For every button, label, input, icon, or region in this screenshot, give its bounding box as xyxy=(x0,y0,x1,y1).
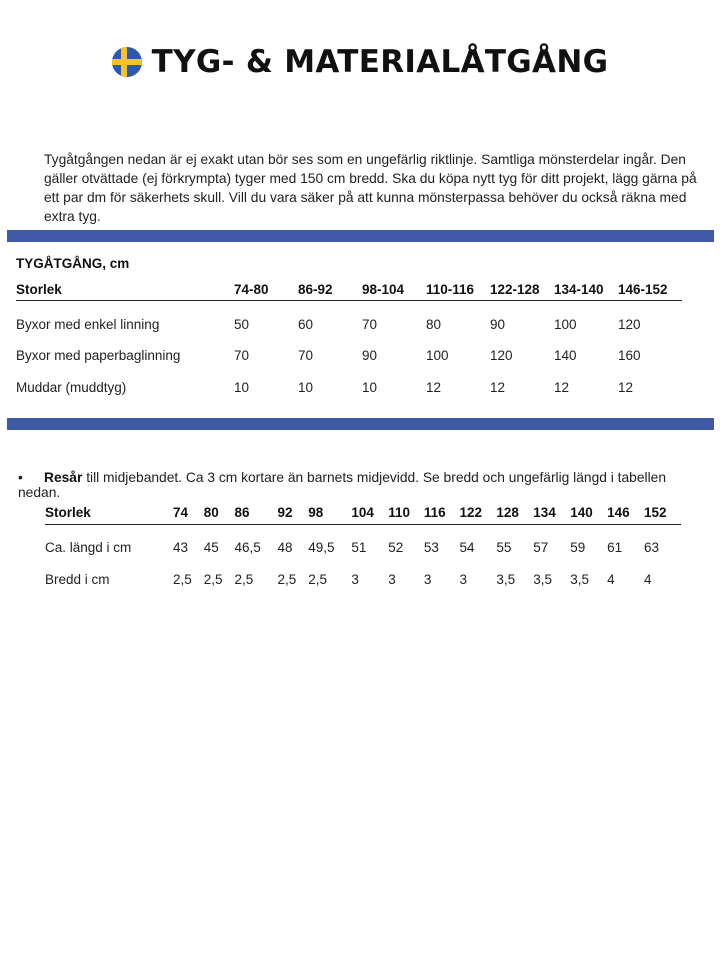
table-cell: 2,5 xyxy=(234,571,254,587)
table-cell: 53 xyxy=(423,539,439,555)
elastic-table xyxy=(45,500,681,595)
table-cell: 3,5 xyxy=(496,571,516,587)
table-cell: 10 xyxy=(234,379,250,395)
table-cell: 46,5 xyxy=(234,539,261,555)
fabric-table xyxy=(16,278,682,403)
table-header-cell: 134-140 xyxy=(554,278,618,301)
table-cell: 61 xyxy=(607,539,623,555)
table-row xyxy=(16,301,682,340)
table-cell: 12 xyxy=(618,379,634,395)
table-cell: 52 xyxy=(388,539,404,555)
table-cell: 12 xyxy=(426,379,442,395)
table-header-cell: 110 xyxy=(388,500,424,525)
table-header-cell: 140 xyxy=(570,500,607,525)
table-cell: Byxor med enkel linning xyxy=(16,316,160,332)
table-header-cell: 98 xyxy=(308,500,351,525)
table-cell: 54 xyxy=(459,539,475,555)
table-cell: 70 xyxy=(298,347,314,363)
table-header-cell: 152 xyxy=(644,500,681,525)
elastic-label: Resår xyxy=(44,470,83,485)
table-cell: 160 xyxy=(618,347,641,363)
page-title: TYG- & MATERIALÅTGÅNG xyxy=(151,44,609,80)
table-header-cell: Storlek xyxy=(45,500,173,525)
table-cell: 120 xyxy=(618,316,641,332)
table-header-cell: 92 xyxy=(278,500,309,525)
table-header-cell: 110-116 xyxy=(426,278,490,301)
table-cell: 2,5 xyxy=(277,571,297,587)
table-cell: 90 xyxy=(362,347,378,363)
table-header-cell: 146 xyxy=(607,500,644,525)
table-cell: 55 xyxy=(496,539,512,555)
table-cell: 120 xyxy=(490,347,513,363)
table-header-cell: 98-104 xyxy=(362,278,426,301)
table-cell: 100 xyxy=(426,347,449,363)
table-cell: 4 xyxy=(643,571,652,587)
table-cell: 3,5 xyxy=(570,571,589,587)
table-header-cell: 74 xyxy=(173,500,204,525)
table-cell: 10 xyxy=(362,379,378,395)
table-cell: 2,5 xyxy=(308,571,328,587)
table-cell: 2,5 xyxy=(203,571,223,587)
table-row xyxy=(45,525,681,564)
table-cell: 10 xyxy=(298,379,314,395)
table-cell: 57 xyxy=(533,539,549,555)
table-cell: 12 xyxy=(490,379,506,395)
table-cell: 45 xyxy=(203,539,219,555)
table-cell: 51 xyxy=(351,539,367,555)
table-header-cell: 146-152 xyxy=(618,278,682,301)
table-header-cell: Storlek xyxy=(16,278,234,301)
table-header-row xyxy=(16,278,682,301)
table-cell: 3 xyxy=(351,571,359,587)
table-cell: 90 xyxy=(490,316,506,332)
table-cell: 12 xyxy=(554,379,570,395)
table-header-row xyxy=(45,500,681,525)
table-cell: 49,5 xyxy=(308,539,335,555)
table-cell: 2,5 xyxy=(173,571,192,587)
intro-paragraph: Tygåtgången nedan är ej exakt utan bör ses som en ungefärlig riktlinje. Samtliga mönsterdelar ingår. Den gäller otvättade (ej förkrympta) tyger med 150 cm bredd. Ska du köpa nytt tyg för ditt projekt, lägg gärna på ett par dm för säkerhets skull. Vill du vara säker på att kunna mönsterpassa behöver du också räkna med extra tyg. xyxy=(44,152,697,224)
table-row xyxy=(45,563,681,595)
table-header-cell: 122-128 xyxy=(490,278,554,301)
table-cell: Ca. längd i cm xyxy=(45,539,132,555)
table-cell: 3 xyxy=(388,571,396,587)
table-cell: 140 xyxy=(554,347,577,363)
table-cell: 4 xyxy=(607,571,615,587)
table-cell: 63 xyxy=(643,539,659,555)
table-header-cell: 104 xyxy=(351,500,388,525)
table-header-cell: 122 xyxy=(460,500,497,525)
table-cell: 70 xyxy=(362,316,378,332)
table-cell: Bredd i cm xyxy=(45,571,110,587)
table-cell: 100 xyxy=(554,316,577,332)
swedish-flag-icon xyxy=(112,47,142,77)
table-cell: 50 xyxy=(234,316,250,332)
table-cell: 80 xyxy=(426,316,442,332)
table-cell: 3 xyxy=(423,571,432,587)
table-cell: Muddar (muddtyg) xyxy=(16,379,127,395)
table-cell: 60 xyxy=(298,316,314,332)
table-header-cell: 80 xyxy=(204,500,235,525)
table-header-cell: 74-80 xyxy=(234,278,298,301)
elastic-note xyxy=(18,470,708,500)
fabric-table-caption: TYGÅTGÅNG, cm xyxy=(16,256,130,271)
table-header-cell: 86 xyxy=(235,500,278,525)
elastic-text: till midjebandet. Ca 3 cm kortare än barnets midjevidd. Se bredd och ungefärlig längd i tabellen nedan. xyxy=(18,470,666,500)
divider-band-bottom xyxy=(7,418,714,430)
table-cell: 48 xyxy=(277,539,293,555)
table-cell: 3 xyxy=(459,571,468,587)
table-cell: 59 xyxy=(570,539,586,555)
table-cell: 70 xyxy=(234,347,250,363)
table-row xyxy=(16,371,682,403)
bullet-icon: • xyxy=(18,470,23,485)
table-cell: Byxor med paperbaglinning xyxy=(16,347,181,363)
table-header-cell: 86-92 xyxy=(298,278,362,301)
table-header-cell: 128 xyxy=(496,500,533,525)
table-row xyxy=(16,339,682,371)
table-cell: 43 xyxy=(173,539,189,555)
table-cell: 3,5 xyxy=(533,571,553,587)
page-header xyxy=(0,40,720,84)
divider-band-top xyxy=(7,230,714,242)
table-header-cell: 116 xyxy=(424,500,460,525)
table-header-cell: 134 xyxy=(533,500,570,525)
